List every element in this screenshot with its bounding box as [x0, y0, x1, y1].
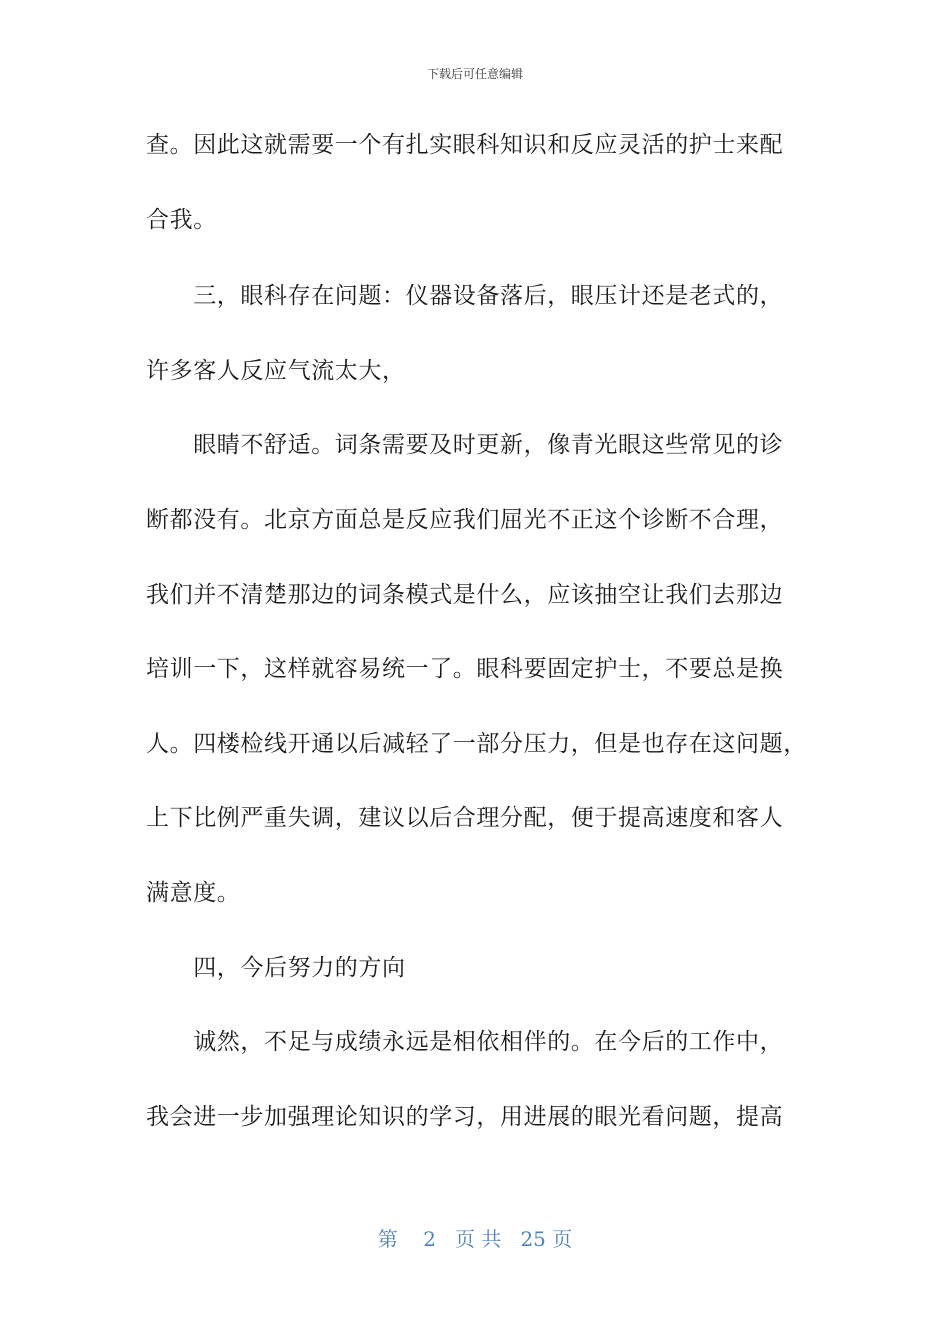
- body-line: 满意度。: [146, 880, 241, 906]
- body-line: 合我。: [146, 207, 217, 233]
- body-line: 诚然，不足与成绩永远是相依相伴的。在今后的工作中，: [146, 1029, 784, 1055]
- footer-suffix: 页: [552, 1227, 573, 1251]
- body-line: 上下比例严重失调，建议以后合理分配，便于提高速度和客人: [146, 805, 784, 831]
- page-footer: [0, 1226, 950, 1252]
- page-header: 下载后可任意编辑: [426, 67, 523, 81]
- footer-total-pages: 25: [520, 1227, 546, 1251]
- body-line: 培训一下，这样就容易统一了。眼科要固定护士，不要总是换: [146, 656, 784, 682]
- body-line: 许多客人反应气流太大，: [146, 358, 406, 384]
- body-line: 四，今后努力的方向: [146, 955, 406, 981]
- body-line: 我们并不清楚那边的词条模式是什么，应该抽空让我们去那边: [146, 582, 784, 608]
- body-line: 眼睛不舒适。词条需要及时更新，像青光眼这些常见的诊: [146, 432, 784, 458]
- footer-current-page: 2: [423, 1227, 436, 1251]
- body-line: 三，眼科存在问题：仪器设备落后，眼压计还是老式的，: [146, 283, 784, 309]
- body-line: 我会进一步加强理论知识的学习，用进展的眼光看问题，提高: [146, 1104, 784, 1130]
- footer-middle: 页 共: [455, 1227, 502, 1251]
- body-line: 人。四楼检线开通以后减轻了一部分压力，但是也存在这问题，: [146, 731, 807, 757]
- body-line: 断都没有。北京方面总是反应我们屈光不正这个诊断不合理，: [146, 507, 784, 533]
- footer-prefix: 第: [377, 1227, 398, 1251]
- body-line: 查。因此这就需要一个有扎实眼科知识和反应灵活的护士来配: [146, 132, 784, 158]
